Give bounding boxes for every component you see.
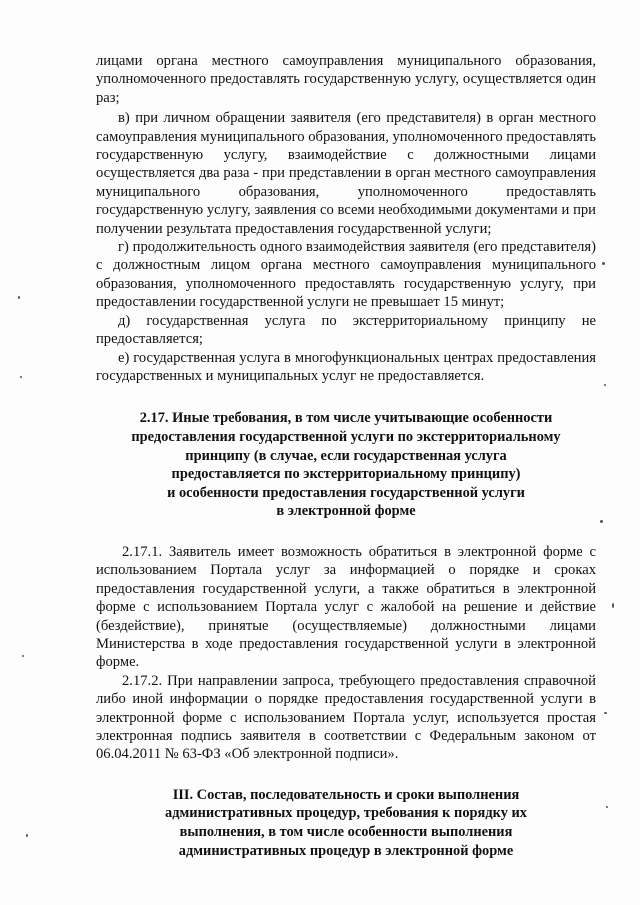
section-heading-2-17 bbox=[96, 409, 596, 521]
paragraph-continuation: лицами органа местного самоуправления муниципального образования, уполномоченного предоставлять государственную услугу, осуществляется один раз; bbox=[96, 53, 596, 106]
heading-line: принципу (в случае, если государственная услуга bbox=[185, 447, 507, 464]
scan-speck bbox=[20, 376, 22, 378]
heading-line: административных процедур, требования к порядку их bbox=[165, 805, 527, 822]
scan-speck bbox=[600, 520, 603, 523]
scan-speck bbox=[18, 296, 20, 299]
paragraph-item-d: д) государственная услуга по экстерриториальному принципу не предоставляется; bbox=[96, 312, 596, 348]
heading-line: выполнения, в том числе особенности выполнения bbox=[179, 823, 513, 840]
paragraph-item-e: е) государственная услуга в многофункциональных центрах предоставления государственных и муниципальных услуг не предоставляется. bbox=[96, 349, 596, 384]
scan-speck bbox=[22, 655, 24, 657]
heading-line: административных процедур в электронной форме bbox=[178, 842, 514, 859]
scan-speck bbox=[26, 834, 28, 837]
heading-line: в электронной форме bbox=[276, 503, 416, 520]
section-heading-iii bbox=[96, 786, 596, 860]
heading-line: III. Состав, последовательность и сроки выполнения bbox=[172, 786, 520, 803]
paragraph-item-g: г) продолжительность одного взаимодействия заявителя (его представителя) с должностным лицом органа местного самоуправления муниципального образования, уполномоченного предоставлять государственную услугу, при предоставлении государственной услуги не превышает 15 минут; bbox=[96, 239, 596, 311]
scan-speck bbox=[612, 603, 614, 608]
heading-line: 2.17. Иные требования, в том числе учитывающие особенности bbox=[139, 410, 553, 427]
paragraph-2-17-1: 2.17.1. Заявитель имеет возможность обратиться в электронной форме с использованием Портала услуг за информацией о порядке и сроках предоставления государственной услуги, а также обратиться в электронной форме с использованием Портала услуг с жалобой на решение и действие (бездействие), принятые (осуществляемые) должностными лицами Министерства в ходе предоставления государственной услуги в электронной форме. bbox=[96, 543, 596, 671]
heading-line: предоставляется по экстерриториальному принципу) bbox=[171, 466, 521, 483]
scan-speck bbox=[602, 262, 605, 265]
scan-speck bbox=[604, 712, 607, 714]
scan-speck bbox=[604, 384, 606, 386]
document-body bbox=[96, 52, 596, 860]
heading-line: и особенности предоставления государственной услуги bbox=[167, 484, 525, 501]
scan-speck bbox=[606, 806, 608, 808]
paragraph-2-17-2: 2.17.2. При направлении запроса, требующего предоставления справочной либо иной информации о порядке предоставления государственной услуги в электронной форме с использованием Портала услуг, используется простая электронная подпись заявителя в соответствии с Федеральным законом от 06.04.2011 № 63-ФЗ «Об электронной подписи». bbox=[96, 672, 596, 763]
heading-line: предоставления государственной услуги по экстерриториальному bbox=[131, 428, 561, 445]
paragraph-item-v: в) при личном обращении заявителя (его представителя) в орган местного самоуправления муниципального образования, уполномоченного предоставлять государственную услугу, взаимодействие с должностными лицами осуществляется два раза - при представлении в орган местного самоуправления муниципального образования, уполномоченного предоставлять государственную услугу, заявления со всеми необходимыми документами и при получении результата предоставления государственной услуги; bbox=[96, 110, 596, 237]
